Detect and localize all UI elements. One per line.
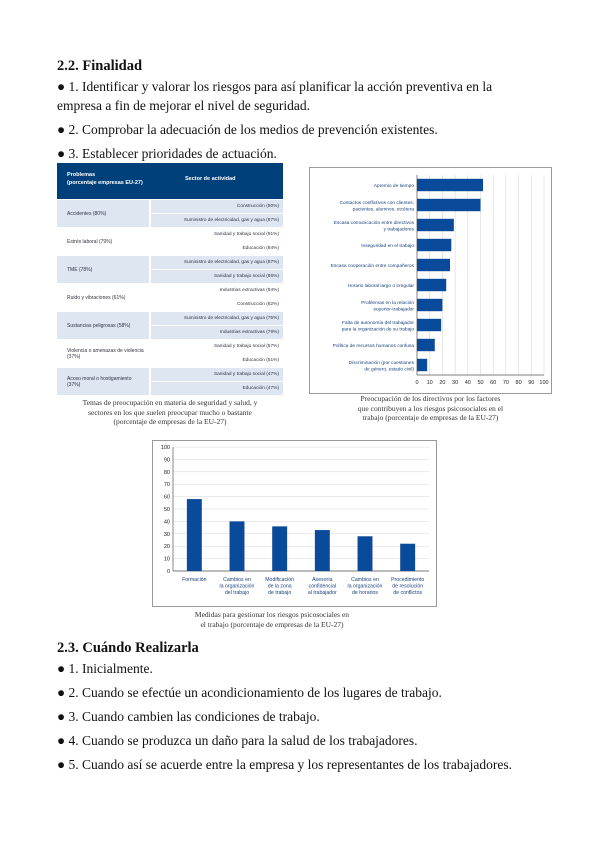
hbar-x-tick: 20: [439, 380, 446, 386]
hbar-category-label: superior-trabajador: [373, 307, 414, 313]
table-problem-cell: [57, 312, 149, 339]
table-sector-cell: Suministro de electricidad, gas y agua (75%): [151, 312, 283, 325]
bullet-1-line-1: ● 1. Identificar y valorar los riesgos para así planificar la acción preventiva en la: [57, 79, 493, 94]
vbar-y-tick: 80: [163, 469, 170, 476]
hbar-category-label: para la organización de su trabajo: [341, 327, 414, 333]
hbar-bar: [417, 199, 481, 211]
vbar-category-label: Procedimiento: [391, 577, 425, 583]
vbar-y-tick: 30: [163, 531, 170, 538]
hbar-x-tick: 50: [477, 380, 484, 386]
hbar-category-label: Escasa cooperación entre compañeros: [330, 264, 414, 269]
table-sector-cell: Sanidad y trabajo social (86%): [151, 270, 283, 283]
vbar-bar: [272, 526, 287, 571]
hbar-x-tick: 90: [528, 380, 535, 386]
vbar-y-tick: 20: [163, 544, 170, 551]
table-sector-cell: Construcción (90%): [151, 200, 283, 213]
table-row: [57, 284, 283, 311]
hbar-category-label: Discriminación (por cuestiones: [348, 360, 414, 366]
vbar-category-label: Asesoría: [312, 577, 333, 583]
vbar-caption-line: el trabajo (porcentaje de empresas de la EU-27): [200, 619, 344, 629]
hbar-bar: [417, 259, 450, 271]
table-problem-label: Estrés laboral (79%): [67, 238, 113, 245]
bullet-1-line-2: empresa a fin de mejorar el nivel de seguridad.: [57, 98, 311, 113]
vbar-y-tick: 10: [163, 556, 170, 563]
table-caption-line: Temas de preocupación en materia de seguridad y salud, y: [82, 398, 258, 407]
table-sector-cell: Sanidad y trabajo social (47%): [151, 368, 283, 381]
vbar-category-label: Formación: [182, 577, 207, 583]
table-header-sector: Sector de actividad: [185, 176, 236, 182]
bullet-3: ● 3. Establecer prioridades de actuación.: [57, 146, 277, 161]
table-problem-label: Ruido y vibraciones (61%): [67, 294, 126, 301]
hbar-category-label: Horario laboral largo o irregular: [347, 284, 414, 289]
table-sector-cell: Educación (51%): [151, 354, 283, 367]
vbar-category-label: Modificación: [265, 577, 295, 583]
when-bullet-1: ● 1. Inicialmente.: [57, 661, 153, 676]
risk-measures-chart-svg: [153, 441, 436, 606]
table-row: [57, 200, 283, 227]
vbar-caption: [152, 610, 392, 629]
hbar-bar: [417, 339, 435, 351]
section-heading-finalidad: 2.2. Finalidad: [57, 58, 143, 74]
vbar-bar: [230, 521, 245, 571]
risk-measures-chart: [152, 440, 437, 607]
table-header-percent: (porcentaje empresas EU-27): [67, 180, 143, 186]
hbar-category-label: y trabajadores: [383, 227, 414, 233]
hbar-x-tick: 10: [426, 380, 433, 386]
vbar-y-tick: 60: [163, 494, 170, 501]
table-header: [57, 163, 283, 199]
vbar-category-label: Cambios en: [223, 577, 251, 583]
vbar-category-label: de resolución: [392, 583, 424, 590]
hbar-category-label: de género, estado civil): [364, 367, 414, 373]
vbar-y-tick: 90: [163, 457, 170, 464]
vbar-y-tick: 0: [166, 569, 170, 575]
table-row: [57, 256, 283, 283]
risk-sector-table: [57, 163, 283, 396]
table-sector-cell: Industrias extractivas (79%): [151, 326, 283, 339]
table-sector-cell: Sanidad y trabajo social (91%): [151, 228, 283, 241]
vbar-category-label: confidencial: [308, 583, 337, 590]
hbar-caption-line: trabajo (porcentaje de empresas de la EU-27): [362, 413, 499, 422]
table-sector-cell: Construcción (82%): [151, 298, 283, 311]
vbar-category-label: del trabajo: [224, 590, 250, 596]
table-sector-cell: Suministro de electricidad, gas y agua (87%): [151, 214, 283, 227]
vbar-category-label: de la zona: [267, 583, 292, 590]
vbar-y-tick: 40: [163, 519, 170, 526]
when-bullet-3: ● 3. Cuando cambien las condiciones de trabajo.: [57, 709, 320, 724]
hbar-x-tick: 70: [502, 380, 509, 386]
vbar-y-tick: 100: [160, 445, 170, 451]
vbar-category-label: de trabajo: [268, 590, 292, 596]
hbar-bar: [417, 219, 454, 231]
hbar-x-tick: 40: [464, 380, 471, 386]
when-bullet-4: ● 4. Cuando se produzca un daño para la salud de los trabajadores.: [57, 733, 418, 748]
vbar-category-label: de conflictos: [393, 590, 423, 596]
table-caption-line: (porcentaje de empresas de la EU-27): [113, 417, 227, 426]
vbar-category-label: Cambios en: [351, 577, 379, 583]
hbar-bar: [417, 359, 427, 371]
table-row: [57, 340, 283, 367]
hbar-category-label: Inseguridad en el trabajo: [361, 244, 414, 249]
table-problem-cell: [57, 200, 149, 227]
hbar-x-tick: 0: [415, 380, 419, 386]
table-problem-cell: [57, 340, 149, 367]
vbar-bar: [315, 530, 330, 571]
table-problem-cell: [57, 284, 149, 311]
hbar-caption-line: que contribuyen a los riesgos psicosociales en el: [357, 403, 504, 413]
table-problem-label: TME (78%): [67, 266, 93, 273]
vbar-bar: [358, 536, 373, 571]
hbar-x-tick: 80: [515, 380, 522, 386]
hbar-x-tick: 100: [539, 380, 549, 386]
hbar-bar: [417, 319, 441, 331]
table-header-problems: Problemas: [67, 172, 96, 178]
table-problem-label: Violencia o amenazas de violencia (37%): [67, 347, 144, 360]
when-bullet-2: ● 2. Cuando se efectúe un acondicionamiento de los lugares de trabajo.: [57, 685, 442, 700]
vbar-category-label: de horarios: [352, 590, 378, 596]
hbar-caption-line: Preocupación de los directivos por los factores: [360, 394, 501, 403]
table-sector-cell: Suministro de electricidad, gas y agua (87%): [151, 256, 283, 269]
vbar-category-label: la organización: [219, 583, 255, 590]
table-sector-cell: Educación (47%): [151, 382, 283, 395]
hbar-category-label: Problemas en la relación: [361, 300, 414, 306]
directors-concern-chart-svg: [310, 168, 551, 393]
table-caption-line: sectores en los que suelen preocupar mucho o bastante: [88, 407, 252, 417]
vbar-bar: [400, 544, 415, 571]
hbar-bar: [417, 239, 451, 251]
table-problem-cell: [57, 228, 149, 255]
table-sector-cell: Sanidad y trabajo social (57%): [151, 340, 283, 353]
hbar-category-label: Apremio de tiempo: [373, 184, 414, 189]
vbar-category-label: al trabajador: [307, 590, 337, 596]
table-row: [57, 228, 283, 255]
table-sector-cell: Educación (84%): [151, 242, 283, 255]
hbar-category-label: Política de recursos humanos confusa: [332, 344, 414, 349]
hbar-category-label: Escasa comunicación entre directivos: [333, 220, 414, 226]
table-caption: [57, 398, 283, 427]
hbar-category-label: pacientes, alumnos, etcétera: [352, 207, 414, 213]
table-row: [57, 368, 283, 395]
hbar-x-tick: 30: [452, 380, 459, 386]
vbar-caption-line: Medidas para gestionar los riesgos psicosociales en: [194, 610, 350, 619]
table-row: [57, 312, 283, 339]
table-problem-label: Accidentes (80%): [67, 210, 107, 217]
directors-concern-chart: [309, 167, 552, 394]
hbar-caption: [309, 394, 552, 423]
vbar-bar: [187, 499, 202, 571]
vbar-y-tick: 70: [163, 482, 170, 489]
table-problem-label: Sustancias peligrosas (58%): [67, 322, 131, 329]
hbar-bar: [417, 299, 442, 311]
hbar-bar: [417, 279, 446, 291]
when-bullet-5: ● 5. Cuando así se acuerde entre la empresa y los representantes de los trabajadores.: [57, 757, 512, 772]
table-sector-cell: Industrias extractivas (94%): [151, 284, 283, 297]
hbar-x-tick: 60: [490, 380, 497, 386]
hbar-bar: [417, 179, 483, 191]
hbar-category-label: Contactos conflictivos con clientes,: [339, 200, 414, 206]
table-problem-cell: [57, 256, 149, 283]
hbar-category-label: Falta de autonomía del trabajador: [341, 320, 414, 326]
vbar-y-tick: 50: [163, 507, 170, 513]
section-heading-cuando: 2.3. Cuándo Realizarla: [57, 640, 199, 656]
table-problem-label: Acoso moral o hostigamiento (37%): [67, 375, 132, 388]
table-problem-cell: [57, 368, 149, 395]
bullet-2: ● 2. Comprobar la adecuación de los medios de prevención existentes.: [57, 122, 438, 137]
vbar-category-label: la organización: [347, 583, 383, 590]
